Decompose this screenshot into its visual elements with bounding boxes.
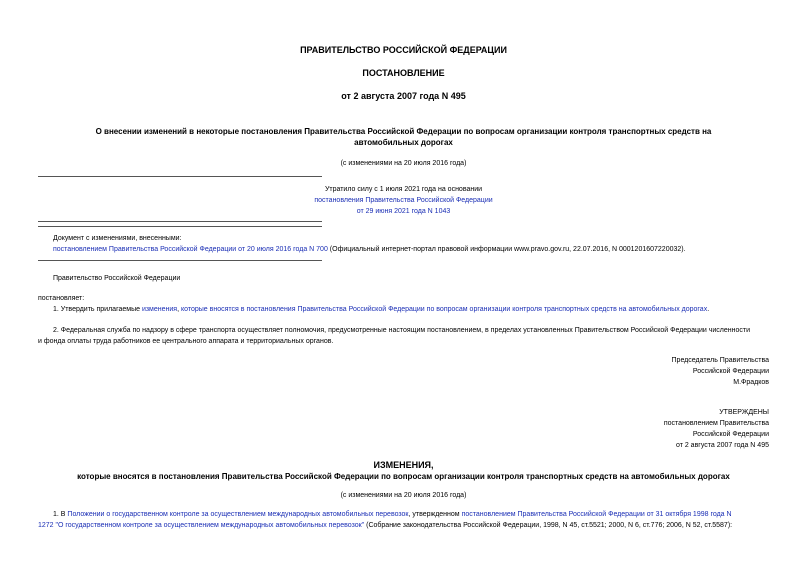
edition-note: (с изменениями на 20 июля 2016 года): [340, 160, 467, 167]
item-1-mid: , утвержденном: [408, 511, 462, 518]
regulation-link[interactable]: Положении о государственном контроле за осуществлением международных автомобильных перевозок: [67, 511, 409, 518]
changes-title-link[interactable]: которые вносятся в постановления Правительства Российской Федерации по вопросам организации контроля транспортных средств на автомобильных дорогах: [180, 306, 708, 313]
divider: [38, 226, 322, 227]
decree-1998-title-link[interactable]: 1272 "О государственном контроле за осуществлением международных автомобильных перевозок": [38, 522, 365, 529]
signature-name: М.Фрадков: [733, 379, 769, 386]
approved-by: постановлением Правительства: [663, 420, 769, 427]
document-title-line1: О внесении изменений в некоторые постановления Правительства Российской Федерации по вопросам организации контроля транспортных средств на: [95, 127, 712, 136]
paragraph-2-line1: 2. Федеральная служба по надзору в сфере транспорта осуществляет полномочия, предусмотренные настоящим постановлением, в пределах установленных Правительством Российской Федерации численности: [53, 327, 751, 334]
changes-item-1-line1: [53, 511, 732, 518]
expired-note: Утратило силу с 1 июля 2021 года на основании: [324, 186, 483, 193]
divider: [38, 260, 322, 261]
divider: [38, 221, 322, 222]
document-date: от 2 августа 2007 года N 495: [341, 91, 466, 101]
paragraph-2-line2: и фонда оплаты труда работников ее центрального аппарата и территориальных органов.: [38, 338, 334, 345]
expired-decree-date-link[interactable]: от 29 июня 2021 года N 1043: [356, 208, 451, 215]
changes-edition: (с изменениями на 20 июля 2016 года): [340, 492, 467, 499]
paragraph-1-end: .: [707, 306, 710, 313]
signature-country: Российской Федерации: [692, 368, 769, 375]
approved-country: Российской Федерации: [692, 431, 769, 438]
amendments-source: (Официальный интернет-портал правовой информации www.pravo.gov.ru, 22.07.2016, N 0001201607220032).: [327, 246, 686, 253]
changes-subheading: которые вносятся в постановления Правительства Российской Федерации по вопросам организации контроля транспортных средств на автомобильных дорогах: [77, 472, 730, 481]
approved-date: от 2 августа 2007 года N 495: [675, 442, 769, 449]
issuer: Правительство Российской Федерации: [53, 275, 181, 282]
paragraph-1-prefix: 1. Утвердить прилагаемые: [53, 306, 142, 313]
changes-link[interactable]: изменения: [141, 306, 178, 313]
paragraph-1-comma: ,: [177, 306, 181, 313]
government-name: ПРАВИТЕЛЬСТВО РОССИЙСКОЙ ФЕДЕРАЦИИ: [300, 45, 507, 55]
amendments-link[interactable]: постановлением Правительства Российской Федерации от 20 июля 2016 года N 700: [53, 246, 328, 253]
approved-label: УТВЕРЖДЕНЫ: [719, 409, 769, 416]
document-title-line2: автомобильных дорогах: [354, 138, 453, 147]
paragraph-1: [53, 306, 709, 313]
amendments-label: Документ с изменениями, внесенными:: [53, 235, 182, 242]
divider: [38, 176, 322, 177]
signature-title: Председатель Правительства: [671, 357, 769, 364]
expired-decree-link[interactable]: постановления Правительства Российской Федерации: [314, 197, 493, 204]
changes-heading: ИЗМЕНЕНИЯ,: [373, 460, 434, 470]
amendments-line: [53, 246, 686, 253]
changes-item-1-line2: [38, 522, 732, 529]
item-1-prefix: 1. В: [53, 511, 68, 518]
item-1-source: (Собрание законодательства Российской Федерации, 1998, N 45, ст.5521; 2000, N 6, ст.776; 2006, N 52, ст.5587):: [364, 522, 733, 529]
decree-1998-link[interactable]: постановлением Правительства Российской Федерации от 31 октября 1998 года N: [461, 511, 732, 518]
document-type: ПОСТАНОВЛЕНИЕ: [362, 68, 445, 78]
decrees-word: постановляет:: [38, 295, 85, 302]
